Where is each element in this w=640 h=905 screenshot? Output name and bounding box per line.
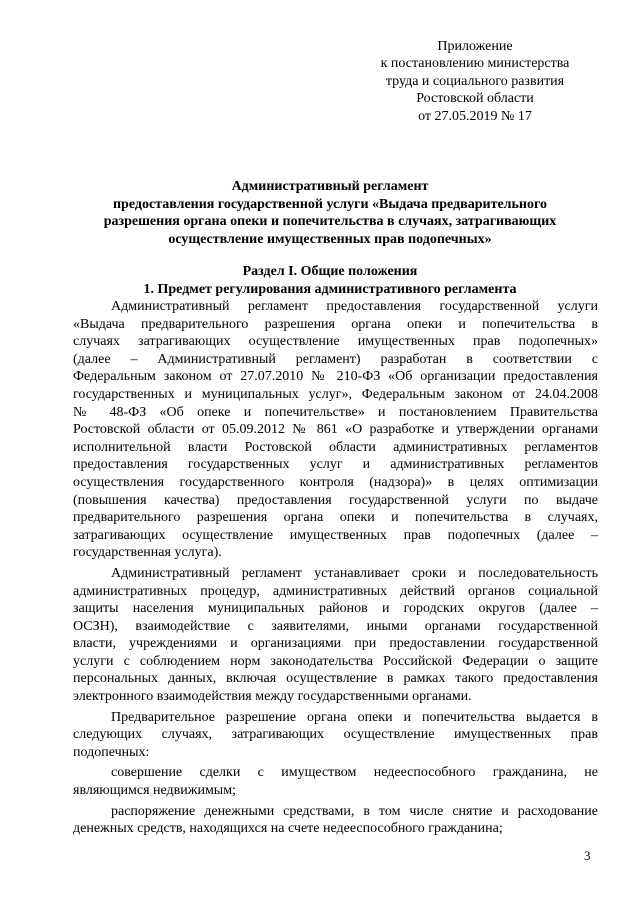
paragraph-line: следующих случаях, затрагивающих осуществление имущественных прав [73, 727, 598, 743]
title-line: Административный регламент [231, 179, 429, 194]
paragraph-line: государственных и муниципальных услуг», Федеральным законом от 24.04.2008 [73, 386, 598, 402]
paragraph-line: «Выдача предварительного разрешения органа опеки и попечительства в [73, 316, 598, 332]
body-paragraph [73, 709, 598, 762]
paragraph-line: услуги с соблюдением норм законодательства Российской Федерации о защите [73, 653, 598, 669]
title-line: осуществление имущественных прав подопечных» [168, 231, 492, 247]
paragraph-line: Административный регламент предоставления государственной услуги [111, 299, 598, 314]
page-number: 3 [584, 848, 591, 863]
paragraph-line: Ростовской области от 05.09.2012 № 861 «О разработке и утверждении органами [73, 422, 598, 438]
title-line: предоставления государственной услуги «Выдача предварительного [112, 196, 547, 212]
paragraph-line: распоряжение денежными средствами, в том числе снятие и расходование [111, 803, 598, 819]
body-paragraph [73, 803, 598, 838]
paragraph-line: защиты населения муниципальных районов и городских округов (далее – [73, 601, 598, 617]
document-title [60, 178, 600, 248]
paragraph-line: подопечных: [73, 744, 150, 760]
paragraph-line: затрагивающих осуществление имущественных прав подопечных (далее – [73, 527, 598, 543]
paragraph-line: предоставления государственных услуг и административных регламентов [73, 457, 598, 473]
paragraph-line: исполнительной власти Ростовской области административных регламентов [73, 439, 598, 455]
paragraph-line: Предварительное разрешение органа опеки и попечительства выдается в [111, 709, 598, 725]
title-line: разрешения органа опеки и попечительства в случаях, затрагивающих [103, 214, 557, 230]
paragraph-line: Федеральным законом от 27.07.2010 № 210-ФЗ «Об организации предоставления [73, 369, 598, 385]
paragraph-line: (повышения качества) предоставления государственной услуги по выдаче [73, 492, 598, 508]
section-subheading: 1. Предмет регулирования административного регламента [143, 281, 517, 297]
paragraph-line: административных процедур, административных действий органов социальной [73, 583, 598, 599]
section-heading: Раздел I. Общие положения [242, 264, 418, 279]
paragraph-line: власти, учреждениями и организациями при предоставлении государственной [73, 636, 598, 652]
section-header [60, 263, 600, 298]
paragraph-line: предварительного разрешения органа опеки и попечительства в случаях, [73, 510, 598, 526]
body-paragraph [73, 764, 598, 799]
body-paragraph [73, 298, 598, 562]
paragraph-line: осуществления государственного контроля (надзора)» в целях оптимизации [73, 474, 598, 490]
appendix-line: от 27.05.2019 № 17 [418, 108, 532, 124]
appendix-line: труда и социального развития [385, 73, 565, 89]
paragraph-line: № 48-ФЗ «Об опеке и попечительстве» и постановлением Правительства [73, 404, 598, 420]
body-paragraph [73, 565, 598, 706]
paragraph-line: персональных данных, включая осуществление в рамках такого предоставления [73, 671, 598, 687]
paragraph-line: денежных средств, находящихся на счете недееспособного гражданина; [73, 821, 503, 837]
paragraph-line: государственная услуга). [73, 545, 222, 561]
paragraph-line: Административный регламент устанавливает сроки и последовательность [111, 565, 598, 581]
paragraph-line: (далее – Административный регламент) разработан в соответствии с [73, 351, 598, 367]
appendix-line: Ростовской области [416, 91, 534, 107]
paragraph-line: являющимся недвижимым; [73, 783, 236, 799]
paragraph-line: совершение сделки с имуществом недееспособного гражданина, не [111, 765, 598, 781]
document-body [73, 298, 598, 841]
paragraph-line: ОСЗН), взаимодействие с заявителями, иными органами государственной [73, 618, 598, 634]
paragraph-line: случаях затрагивающих осуществление имущественных прав подопечных» [73, 334, 598, 350]
appendix-header [340, 38, 610, 125]
appendix-line: к постановлению министерства [380, 56, 570, 72]
appendix-line: Приложение [437, 39, 513, 54]
paragraph-line: электронного взаимодействия между государственными органами. [73, 689, 472, 705]
